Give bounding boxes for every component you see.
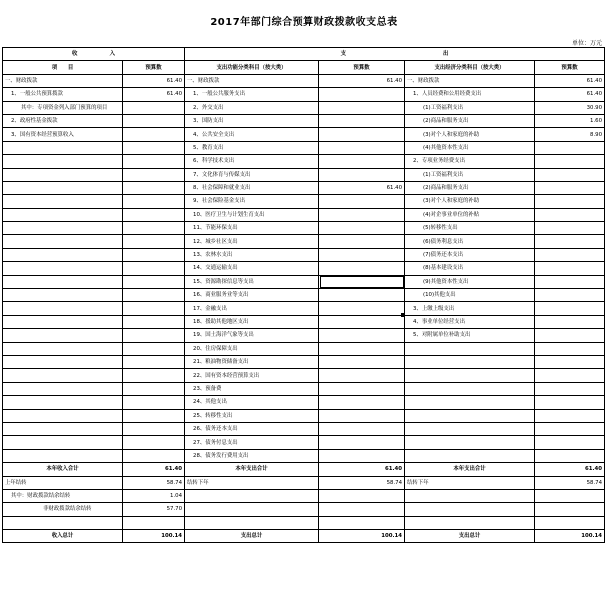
budget-cell[interactable] <box>319 101 405 114</box>
budget-cell[interactable] <box>123 355 185 368</box>
item-cell[interactable]: 4、事业单位经营支出 <box>405 315 535 328</box>
table-cell[interactable] <box>3 516 123 529</box>
table-row <box>3 289 605 302</box>
table-row <box>3 275 605 288</box>
item-cell[interactable]: 8、社会保障和就业支出 <box>185 181 319 194</box>
table-cell[interactable] <box>185 489 319 502</box>
income-sum-value[interactable]: 100.14 <box>123 530 185 543</box>
item-cell[interactable] <box>3 155 123 168</box>
budget-cell[interactable] <box>123 436 185 449</box>
item-cell[interactable]: 3、国有资本经营预算收入 <box>3 128 123 141</box>
table-row <box>3 195 605 208</box>
table-row <box>3 88 605 101</box>
budget-cell[interactable] <box>123 409 185 422</box>
budget-cell[interactable] <box>319 208 405 221</box>
carry-row <box>3 476 605 489</box>
carry-sub2-label: 非财政拨款结余结转 <box>3 503 123 516</box>
budget-cell[interactable] <box>123 101 185 114</box>
table-row <box>3 222 605 235</box>
item-cell[interactable]: (1)工资福利支出 <box>405 168 535 181</box>
budget-cell[interactable] <box>535 436 605 449</box>
item-cell[interactable]: 5、对附属单位补助支出 <box>405 329 535 342</box>
budget-cell[interactable] <box>123 369 185 382</box>
budget-cell[interactable]: 61.40 <box>319 181 405 194</box>
budget-cell[interactable] <box>123 382 185 395</box>
item-cell[interactable]: 5、教育支出 <box>185 141 319 154</box>
table-row <box>3 114 605 127</box>
income-header: 收 入 <box>3 48 185 61</box>
budget-cell[interactable] <box>319 289 405 302</box>
item-cell[interactable] <box>3 409 123 422</box>
budget-header: 预算数 <box>535 61 605 74</box>
income-sum-label: 收入总计 <box>3 530 123 543</box>
budget-cell[interactable]: 61.40 <box>535 74 605 87</box>
item-cell[interactable] <box>405 355 535 368</box>
expense-header: 支 出 <box>185 48 605 61</box>
budget-cell[interactable] <box>535 195 605 208</box>
carry-out-value[interactable]: 58.74 <box>319 476 405 489</box>
item-cell[interactable]: 19、国土海洋气象等支出 <box>185 329 319 342</box>
item-cell[interactable] <box>3 342 123 355</box>
budget-cell[interactable] <box>123 222 185 235</box>
budget-cell[interactable]: 61.40 <box>535 88 605 101</box>
carry-sub1-label: 其中：财政拨款结余结转 <box>3 489 123 502</box>
budget-cell[interactable] <box>123 195 185 208</box>
item-cell[interactable]: (3)对个人和家庭的补助 <box>405 195 535 208</box>
table-cell[interactable] <box>185 516 319 529</box>
budget-cell[interactable]: 30.90 <box>535 101 605 114</box>
func-class-header: 支出功能分类科目（按大类） <box>185 61 319 74</box>
budget-cell[interactable] <box>319 422 405 435</box>
blank-row <box>3 516 605 529</box>
expense-total-label-2: 本年支出合计 <box>405 463 535 476</box>
item-cell[interactable]: (5)转移性支出 <box>405 222 535 235</box>
budget-cell[interactable] <box>123 128 185 141</box>
item-cell[interactable]: 其中：专项资金列入部门预算的项目 <box>3 101 123 114</box>
budget-cell[interactable] <box>123 262 185 275</box>
carry-sub2-value[interactable]: 57.70 <box>123 503 185 516</box>
table-cell[interactable] <box>319 516 405 529</box>
budget-cell[interactable] <box>535 329 605 342</box>
item-cell[interactable]: (10)其他支出 <box>405 289 535 302</box>
expense-sum-value-2[interactable]: 100.14 <box>535 530 605 543</box>
table-cell[interactable] <box>185 503 319 516</box>
budget-cell[interactable] <box>123 168 185 181</box>
budget-cell[interactable] <box>319 302 405 315</box>
table-row <box>3 155 605 168</box>
item-cell[interactable] <box>3 208 123 221</box>
budget-cell[interactable] <box>123 141 185 154</box>
grand-total-row <box>3 530 605 543</box>
item-cell[interactable]: (4)其他资本性支出 <box>405 141 535 154</box>
budget-cell[interactable] <box>535 315 605 328</box>
budget-cell[interactable]: 1.60 <box>535 114 605 127</box>
item-cell[interactable]: (3)对个人和家庭的补助 <box>405 128 535 141</box>
item-cell[interactable]: 15、资源勘探信息等支出 <box>185 275 319 288</box>
item-cell[interactable] <box>3 449 123 462</box>
item-cell[interactable]: 4、公共安全支出 <box>185 128 319 141</box>
table-row <box>3 302 605 315</box>
budget-cell[interactable]: 8.90 <box>535 128 605 141</box>
item-cell[interactable] <box>3 275 123 288</box>
expense-total-value-2[interactable]: 61.40 <box>535 463 605 476</box>
budget-cell[interactable] <box>535 449 605 462</box>
table-row <box>3 128 605 141</box>
table-row <box>3 248 605 261</box>
budget-cell[interactable] <box>123 208 185 221</box>
budget-cell[interactable] <box>319 449 405 462</box>
item-cell[interactable]: (2)商品和服务支出 <box>405 114 535 127</box>
item-cell[interactable] <box>3 369 123 382</box>
item-cell[interactable]: 14、交通运输支出 <box>185 262 319 275</box>
table-row <box>3 329 605 342</box>
total-row <box>3 463 605 476</box>
budget-table <box>2 47 605 543</box>
budget-cell[interactable] <box>535 208 605 221</box>
budget-cell[interactable]: 61.40 <box>123 88 185 101</box>
budget-cell[interactable]: 61.40 <box>123 74 185 87</box>
budget-cell[interactable] <box>319 155 405 168</box>
item-cell[interactable]: 26、债务还本支出 <box>185 422 319 435</box>
budget-cell[interactable] <box>535 422 605 435</box>
table-cell[interactable] <box>405 516 535 529</box>
budget-cell[interactable] <box>535 168 605 181</box>
budget-cell[interactable] <box>319 114 405 127</box>
table-header-row-2 <box>3 61 605 74</box>
budget-cell[interactable] <box>319 141 405 154</box>
item-cell[interactable] <box>3 181 123 194</box>
carry-out-label-2: 结转下年 <box>405 476 535 489</box>
budget-cell[interactable] <box>535 342 605 355</box>
budget-cell[interactable] <box>535 369 605 382</box>
table-row <box>3 181 605 194</box>
item-cell[interactable]: 27、债务付息支出 <box>185 436 319 449</box>
budget-cell[interactable] <box>123 342 185 355</box>
item-cell[interactable]: 16、商业服务业等支出 <box>185 289 319 302</box>
item-cell[interactable]: 2、外交支出 <box>185 101 319 114</box>
item-cell[interactable]: 12、城乡社区支出 <box>185 235 319 248</box>
budget-cell[interactable] <box>535 396 605 409</box>
item-cell[interactable]: 25、转移性支出 <box>185 409 319 422</box>
item-cell[interactable] <box>3 248 123 261</box>
item-cell[interactable] <box>3 315 123 328</box>
budget-cell[interactable] <box>123 329 185 342</box>
item-cell[interactable]: 2、政府性基金拨款 <box>3 114 123 127</box>
item-cell[interactable]: 20、住房保障支出 <box>185 342 319 355</box>
budget-cell[interactable] <box>535 382 605 395</box>
item-cell[interactable] <box>405 422 535 435</box>
income-total-value[interactable]: 61.40 <box>123 463 185 476</box>
budget-cell[interactable] <box>123 422 185 435</box>
item-cell[interactable]: 28、债务发行费用支出 <box>185 449 319 462</box>
budget-cell[interactable] <box>319 222 405 235</box>
table-row <box>3 262 605 275</box>
item-cell[interactable] <box>3 329 123 342</box>
item-cell[interactable]: (7)债务还本支出 <box>405 248 535 261</box>
budget-cell[interactable] <box>123 235 185 248</box>
budget-cell[interactable] <box>319 329 405 342</box>
item-cell[interactable]: (4)对企事业单位的补贴 <box>405 208 535 221</box>
item-cell[interactable] <box>3 396 123 409</box>
budget-cell[interactable] <box>123 315 185 328</box>
table-row <box>3 396 605 409</box>
budget-cell[interactable] <box>319 248 405 261</box>
item-cell[interactable] <box>3 195 123 208</box>
budget-cell[interactable] <box>535 141 605 154</box>
budget-cell[interactable] <box>535 155 605 168</box>
item-cell[interactable]: 1、一般公共预算拨款 <box>3 88 123 101</box>
item-cell[interactable] <box>3 422 123 435</box>
budget-cell[interactable] <box>319 382 405 395</box>
carry-label: 上年结转 <box>3 476 123 489</box>
budget-cell[interactable] <box>535 355 605 368</box>
carry-value[interactable]: 58.74 <box>123 476 185 489</box>
budget-cell[interactable] <box>123 114 185 127</box>
budget-cell[interactable] <box>535 181 605 194</box>
item-cell[interactable] <box>3 289 123 302</box>
budget-cell[interactable] <box>319 275 405 288</box>
item-cell[interactable]: 3、上缴上级支出 <box>405 302 535 315</box>
item-cell[interactable]: (1)工资福利支出 <box>405 101 535 114</box>
item-cell[interactable] <box>405 449 535 462</box>
item-cell[interactable] <box>3 235 123 248</box>
item-cell[interactable]: 一、财政拨款 <box>185 74 319 87</box>
table-row <box>3 208 605 221</box>
item-cell[interactable] <box>3 222 123 235</box>
item-cell[interactable]: 10、医疗卫生与计划生育支出 <box>185 208 319 221</box>
budget-cell[interactable] <box>123 181 185 194</box>
item-cell[interactable]: 23、预备费 <box>185 382 319 395</box>
table-row <box>3 436 605 449</box>
carry-sub-row-2 <box>3 503 605 516</box>
budget-cell[interactable] <box>319 355 405 368</box>
budget-cell[interactable] <box>319 235 405 248</box>
item-cell[interactable] <box>405 409 535 422</box>
budget-cell[interactable] <box>319 262 405 275</box>
item-cell[interactable]: (2)商品和服务支出 <box>405 181 535 194</box>
table-row <box>3 449 605 462</box>
item-cell[interactable]: 一、财政拨款 <box>3 74 123 87</box>
budget-cell[interactable] <box>123 155 185 168</box>
carry-out-label: 结转下年 <box>185 476 319 489</box>
budget-cell[interactable] <box>123 248 185 261</box>
item-cell[interactable] <box>3 302 123 315</box>
budget-cell[interactable] <box>319 396 405 409</box>
table-cell[interactable] <box>535 516 605 529</box>
table-row <box>3 101 605 114</box>
econ-class-header: 支出经济分类科目（按大类） <box>405 61 535 74</box>
budget-cell[interactable] <box>123 449 185 462</box>
item-cell[interactable] <box>405 369 535 382</box>
item-cell[interactable]: 1、一般公共服务支出 <box>185 88 319 101</box>
budget-cell[interactable] <box>535 275 605 288</box>
item-cell[interactable]: (6)债务利息支出 <box>405 235 535 248</box>
budget-cell[interactable] <box>535 235 605 248</box>
table-cell[interactable] <box>123 516 185 529</box>
table-row <box>3 369 605 382</box>
budget-cell[interactable] <box>123 289 185 302</box>
table-row <box>3 235 605 248</box>
item-cell[interactable]: 17、金融支出 <box>185 302 319 315</box>
budget-cell[interactable] <box>123 275 185 288</box>
table-cell[interactable] <box>319 503 405 516</box>
budget-cell[interactable] <box>319 369 405 382</box>
table-cell[interactable] <box>405 489 535 502</box>
expense-sum-label: 支出总计 <box>185 530 319 543</box>
item-cell[interactable] <box>3 382 123 395</box>
item-cell[interactable] <box>405 342 535 355</box>
table-cell[interactable] <box>405 503 535 516</box>
budget-cell[interactable] <box>319 436 405 449</box>
item-cell[interactable]: 1、人员经费和公用经费支出 <box>405 88 535 101</box>
table-row <box>3 409 605 422</box>
budget-cell[interactable] <box>319 195 405 208</box>
table-row <box>3 355 605 368</box>
item-cell[interactable] <box>405 436 535 449</box>
item-cell[interactable]: 9、社会保险基金支出 <box>185 195 319 208</box>
budget-cell[interactable] <box>319 409 405 422</box>
selection-fill-handle[interactable] <box>401 313 405 317</box>
unit-label: 单位：万元 <box>571 40 602 47</box>
item-cell[interactable] <box>3 168 123 181</box>
table-cell[interactable] <box>535 489 605 502</box>
item-cell[interactable]: (9)其他资本性支出 <box>405 275 535 288</box>
item-cell[interactable]: (8)基本建设支出 <box>405 262 535 275</box>
item-cell[interactable]: 21、粮油物资储备支出 <box>185 355 319 368</box>
item-cell[interactable] <box>3 262 123 275</box>
budget-cell[interactable] <box>535 302 605 315</box>
budget-cell[interactable] <box>123 396 185 409</box>
table-row <box>3 342 605 355</box>
item-cell[interactable]: 24、其他支出 <box>185 396 319 409</box>
budget-cell[interactable] <box>535 248 605 261</box>
item-cell[interactable]: 6、科学技术支出 <box>185 155 319 168</box>
expense-total-value[interactable]: 61.40 <box>319 463 405 476</box>
item-cell[interactable]: 2、专项业务经费支出 <box>405 155 535 168</box>
budget-cell[interactable] <box>123 302 185 315</box>
budget-cell[interactable] <box>319 315 405 328</box>
budget-cell[interactable] <box>319 342 405 355</box>
table-row <box>3 422 605 435</box>
budget-cell[interactable] <box>319 88 405 101</box>
item-cell[interactable]: 18、援助其他地区支出 <box>185 315 319 328</box>
expense-sum-label-2: 支出总计 <box>405 530 535 543</box>
item-cell[interactable]: 一、财政拨款 <box>405 74 535 87</box>
item-cell[interactable] <box>3 141 123 154</box>
carry-sub-row-1 <box>3 489 605 502</box>
table-header-row-1 <box>3 48 605 61</box>
item-cell[interactable]: 13、农林水支出 <box>185 248 319 261</box>
table-row <box>3 141 605 154</box>
budget-cell[interactable] <box>319 128 405 141</box>
income-total-label: 本年收入合计 <box>3 463 123 476</box>
item-cell[interactable] <box>405 396 535 409</box>
budget-cell[interactable] <box>535 262 605 275</box>
table-row <box>3 382 605 395</box>
table-row <box>3 315 605 328</box>
table-row <box>3 74 605 87</box>
table-cell[interactable] <box>319 489 405 502</box>
item-cell[interactable]: 11、节能环保支出 <box>185 222 319 235</box>
budget-header: 预算数 <box>123 61 185 74</box>
page-title: 2017年部门综合预算财政拨款收支总表 <box>210 17 398 28</box>
carry-out-value-2[interactable]: 58.74 <box>535 476 605 489</box>
item-cell[interactable] <box>3 436 123 449</box>
item-header: 项 目 <box>3 61 123 74</box>
budget-cell[interactable] <box>319 168 405 181</box>
item-cell[interactable]: 7、文化体育与传媒支出 <box>185 168 319 181</box>
budget-header: 预算数 <box>319 61 405 74</box>
budget-cell[interactable] <box>535 409 605 422</box>
budget-cell[interactable] <box>535 289 605 302</box>
budget-cell[interactable] <box>535 222 605 235</box>
table-cell[interactable] <box>535 503 605 516</box>
item-cell[interactable]: 3、国防支出 <box>185 114 319 127</box>
item-cell[interactable]: 22、国有资本经营预算支出 <box>185 369 319 382</box>
item-cell[interactable] <box>3 355 123 368</box>
budget-cell[interactable]: 61.40 <box>319 74 405 87</box>
carry-sub1-value[interactable]: 1.04 <box>123 489 185 502</box>
table-row <box>3 168 605 181</box>
expense-total-label: 本年支出合计 <box>185 463 319 476</box>
expense-sum-value[interactable]: 100.14 <box>319 530 405 543</box>
item-cell[interactable] <box>405 382 535 395</box>
